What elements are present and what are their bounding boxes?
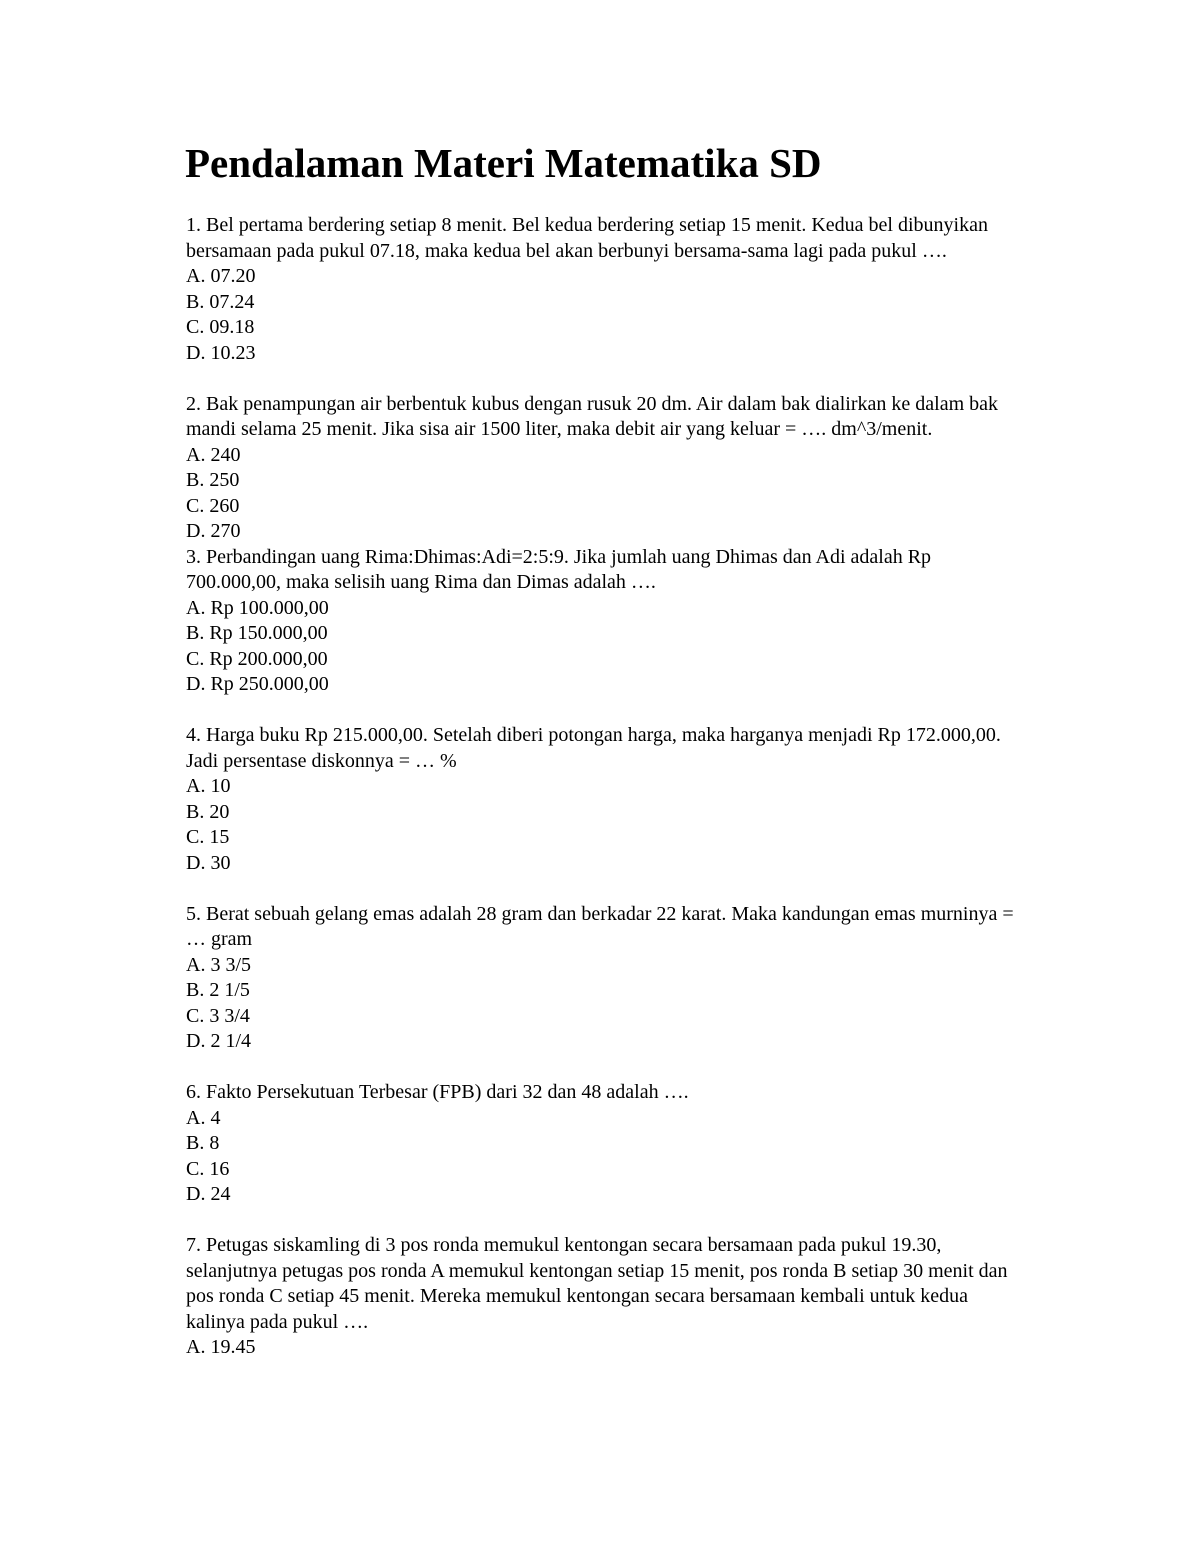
answer-option-d: D. Rp 250.000,00 [186, 673, 329, 695]
question-3 [186, 545, 1026, 698]
answer-option-a: A. 240 [186, 443, 241, 466]
answer-option-c: C. 260 [186, 494, 240, 517]
answer-options [186, 1106, 1026, 1208]
question-5 [186, 902, 1026, 1055]
answer-option-b: B. 20 [186, 800, 230, 823]
answer-option-b: B. 2 1/5 [186, 979, 250, 1001]
answer-option-d: D. 24 [186, 1183, 231, 1205]
question-2 [186, 392, 1026, 545]
answer-option-c: C. 16 [186, 1157, 230, 1180]
page-title: Pendalaman Materi Matematika SD [185, 140, 822, 186]
answer-options [186, 596, 1026, 698]
question-stem: 3. Perbandingan uang Rima:Dhimas:Adi=2:5:9. Jika jumlah uang Dhimas dan Adi adalah Rp 700.000,00, maka selisih uang Rima dan Dimas adalah …. [186, 545, 932, 593]
question-stem: 6. Fakto Persekutuan Terbesar (FPB) dari 32 dan 48 adalah …. [186, 1081, 689, 1103]
answer-option-c: C. Rp 200.000,00 [186, 647, 328, 670]
question-stem: 7. Petugas siskamling di 3 pos ronda memukul kentongan secara bersamaan pada pukul 19.30, selanjutnya petugas pos ronda A memukul kentongan setiap 15 menit, pos ronda B setiap 30 menit dan pos ronda C setiap 45 menit. Mereka memukul kentongan secara bersamaan kembali untuk kedua kalinya pada pukul …. [186, 1234, 1008, 1333]
question-1 [186, 213, 1026, 366]
answer-option-c: C. 3 3/4 [186, 1004, 250, 1027]
answer-option-a: A. 4 [186, 1106, 221, 1129]
question-stem: 5. Berat sebuah gelang emas adalah 28 gram dan berkadar 22 karat. Maka kandungan emas murninya = … gram [186, 902, 1014, 950]
answer-option-b: B. Rp 150.000,00 [186, 622, 328, 644]
question-stem: 4. Harga buku Rp 215.000,00. Setelah diberi potongan harga, maka harganya menjadi Rp 172.000,00. Jadi persentase diskonnya = … % [186, 724, 1001, 772]
answer-option-a: A. Rp 100.000,00 [186, 596, 329, 619]
answer-options [186, 443, 1026, 545]
answer-option-d: D. 10.23 [186, 341, 256, 364]
question-6 [186, 1080, 1026, 1208]
answer-option-b: B. 8 [186, 1132, 220, 1154]
question-4 [186, 723, 1026, 876]
question-stem: 1. Bel pertama berdering setiap 8 menit. Bel kedua berdering setiap 15 menit. Kedua bel dibunyikan bersamaan pada pukul 07.18, maka kedua bel akan berbunyi bersama-sama lagi pada pukul …. [186, 214, 988, 262]
answer-option-b: B. 250 [186, 469, 240, 491]
question-stem: 2. Bak penampungan air berbentuk kubus dengan rusuk 20 dm. Air dalam bak dialirkan ke dalam bak mandi selama 25 menit. Jika sisa air 1500 liter, maka debit air yang keluar = …. dm^3/menit. [186, 392, 999, 440]
question-list [186, 213, 1026, 1361]
answer-option-d: D. 30 [186, 851, 231, 874]
answer-option-c: C. 09.18 [186, 316, 255, 338]
answer-options [186, 953, 1026, 1055]
answer-option-b: B. 07.24 [186, 290, 255, 313]
answer-option-d: D. 2 1/4 [186, 1030, 251, 1052]
answer-options [186, 774, 1026, 876]
answer-option-c: C. 15 [186, 826, 230, 848]
answer-option-a: A. 10 [186, 775, 231, 797]
answer-option-d: D. 270 [186, 520, 241, 542]
answer-option-a: A. 3 3/5 [186, 953, 251, 976]
question-7 [186, 1233, 1026, 1361]
answer-options [186, 1335, 1026, 1361]
answer-option-a: A. 19.45 [186, 1336, 256, 1358]
answer-options [186, 264, 1026, 366]
answer-option-a: A. 07.20 [186, 265, 256, 287]
